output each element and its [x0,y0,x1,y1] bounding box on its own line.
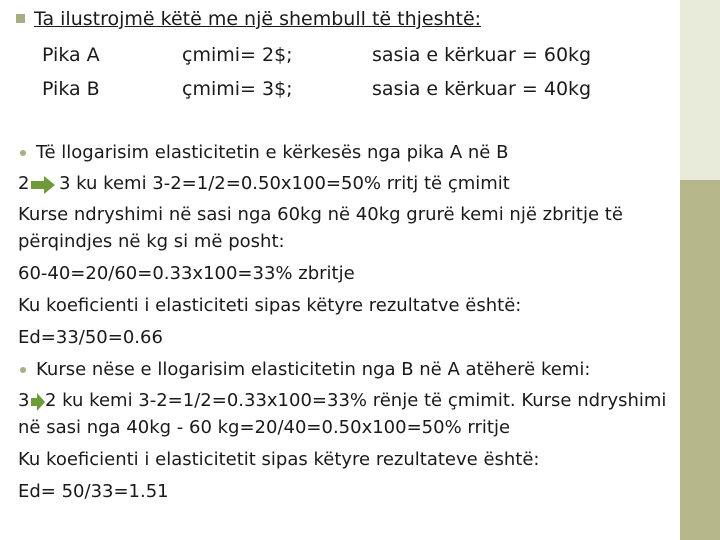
decorative-strip-top [680,0,720,180]
price-change-a-to-b: 3 ku kemi 3-2=1/2=0.50x100=50% rritj të çmimit [59,173,510,194]
decorative-strip-bottom [680,180,720,540]
quantity-change-line-2: përqindjes në kg si më posht: [18,231,285,252]
elasticity-result-2: Ed= 50/33=1.51 [18,481,169,502]
price-from-b: 3 [18,390,30,411]
quantity-change-line: Kurse ndryshimi në sasi nga 60kg në 40kg grurë kemi një zbritje të [18,204,623,225]
price-from: 2 [18,173,30,194]
elasticity-result-1: Ed=33/50=0.66 [18,327,163,348]
point-a-price: çmimi= 2$; [182,44,293,66]
quantity-change-b-to-a: në sasi nga 40kg - 60 kg=20/40=0.50x100=50% rritje [18,417,511,438]
point-b-quantity: sasia e kërkuar = 40kg [372,78,592,100]
point-a-label: Pika A [42,44,100,66]
coefficient-intro-2: Ku koeficienti i elasticitetit sipas këtyre rezultateve është: [18,449,540,470]
quantity-percent-calc: 60-40=20/60=0.33x100=33% zbritje [18,263,355,284]
right-arrow-icon [30,175,56,195]
point-b-label: Pika B [42,78,100,100]
bullet-text-b-to-a: Kurse nëse e llogarisim elasticitetin nga B në A atëherë kemi: [36,359,591,380]
slide-heading: Ta ilustrojmë këtë me një shembull të thjeshtë: [34,8,482,30]
dot-bullet-icon [20,367,26,373]
dot-bullet-icon [20,150,26,156]
coefficient-intro: Ku koeficienti i elasticiteti sipas këtyre rezultatve është: [18,295,522,316]
price-change-b-to-a: 2 ku kemi 3-2=1/2=0.33x100=33% rënje të çmimit. Kurse ndryshimi [45,390,667,411]
right-arrow-icon [30,392,46,412]
point-b-price: çmimi= 3$; [182,78,293,100]
point-a-quantity: sasia e kërkuar = 60kg [372,44,592,66]
bullet-text-a-to-b: Të llogarisim elasticitetin e kërkesës nga pika A në B [36,142,509,163]
square-bullet-icon [16,14,25,23]
